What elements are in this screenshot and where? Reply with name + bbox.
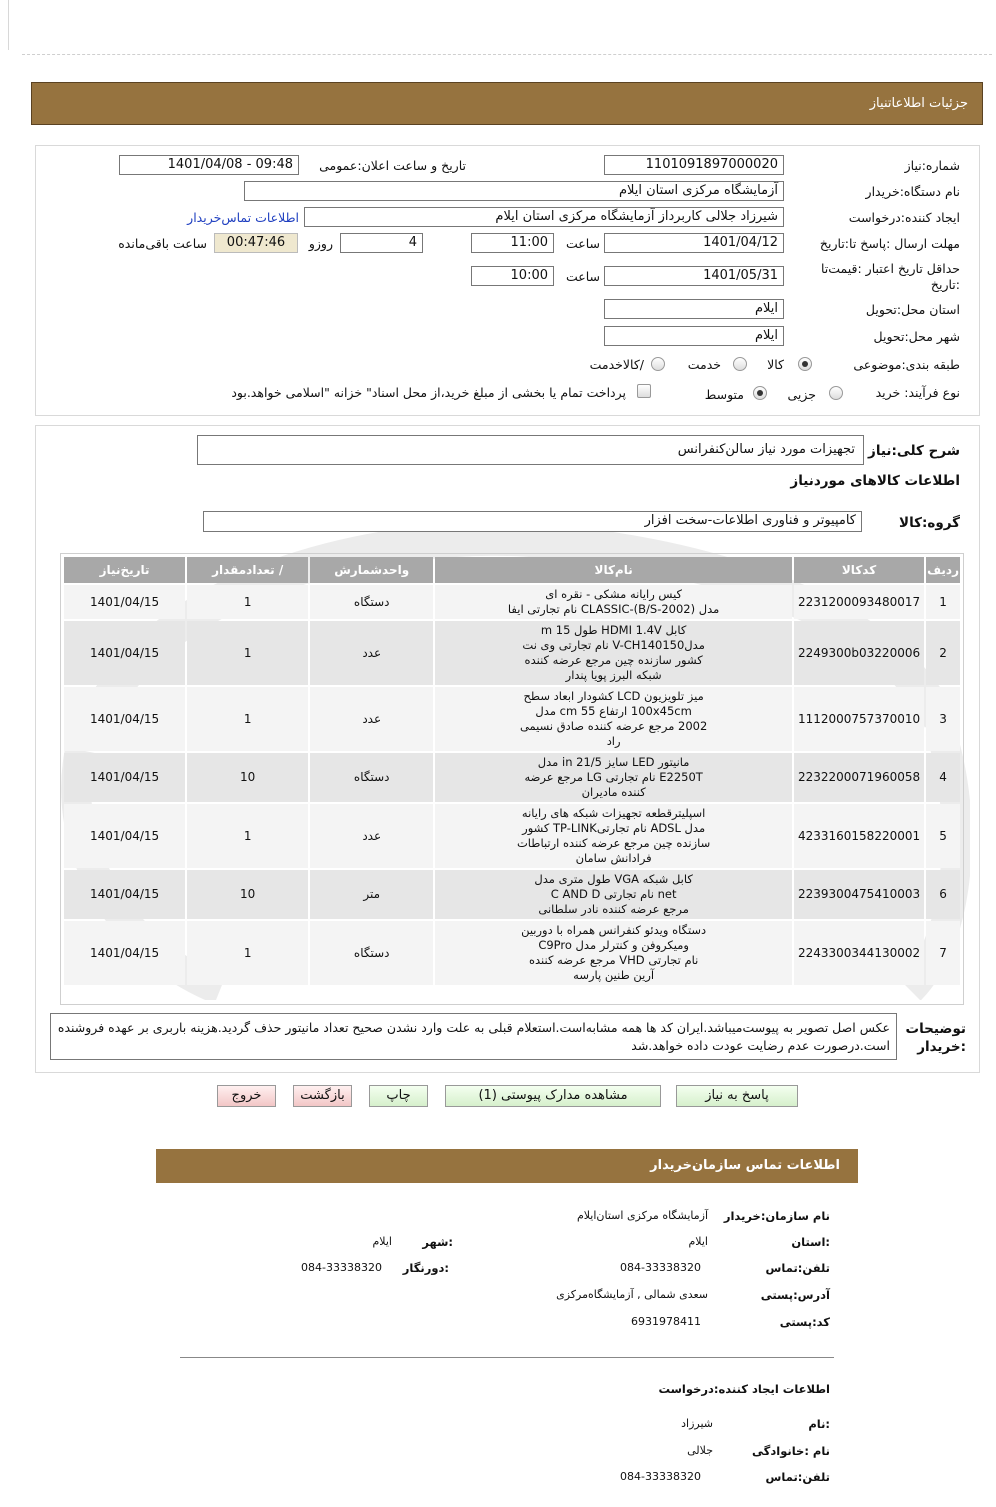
creator-first-label: :نام bbox=[808, 1417, 830, 1431]
radio-goods-service[interactable] bbox=[651, 357, 665, 371]
cell-qty: 10 bbox=[187, 870, 308, 919]
cell-code: 2239300475410003 bbox=[794, 870, 924, 919]
org-fax-value: 084-33338320 bbox=[301, 1261, 382, 1274]
deadline-label: مهلت ارسال :پاسخ تا:تاریخ bbox=[819, 236, 960, 251]
creator-phone-value: 084-33338320 bbox=[620, 1470, 701, 1483]
header-bar bbox=[31, 82, 983, 125]
cell-row: 4 bbox=[926, 753, 960, 802]
process-label: نوع فرآیند: خرید bbox=[875, 385, 960, 400]
radio-goods[interactable] bbox=[798, 357, 812, 371]
creator-field: شیرزاد جلالی کاربرداز آزمایشگاه مرکزی استان ایلام bbox=[304, 207, 784, 227]
cell-row: 3 bbox=[926, 687, 960, 751]
org-postal-value: 6931978411 bbox=[631, 1315, 701, 1328]
cell-date: 1401/04/15 bbox=[64, 585, 185, 619]
cell-unit: دستگاه bbox=[310, 753, 433, 802]
table-row bbox=[64, 753, 960, 802]
validity-hour-label: ساعت bbox=[565, 269, 600, 284]
org-name-value: آزمایشگاه مرکزی استان‌ایلام bbox=[576, 1209, 708, 1222]
org-province-value: ایلام bbox=[688, 1235, 708, 1248]
general-desc-field: تجهیزات مورد نیاز سالن‌کنفرانس bbox=[197, 435, 864, 465]
col-qty: / تعدادمقدار bbox=[187, 557, 308, 583]
col-row: ردیف bbox=[926, 557, 960, 583]
cell-name: اسپلیترقطعه تجهیزات شبکه های رایانه مدل ADSL نام تجارتیTP-LINK کشور سازنده چین مرجع عرضه کننده ارتباطات فرادانش سامان bbox=[435, 804, 792, 868]
cell-code: 2249300b03220006 bbox=[794, 621, 924, 685]
cell-qty: 1 bbox=[187, 921, 308, 985]
validity-time-field: 10:00 bbox=[471, 266, 554, 286]
city-label: شهر محل:تحویل bbox=[873, 329, 960, 344]
creator-first-value: شیرزاد bbox=[681, 1417, 713, 1430]
category-label: طبقه بندی:موضوعی bbox=[853, 357, 960, 372]
radio-service-label: خدمت bbox=[687, 357, 721, 372]
table-row bbox=[64, 585, 960, 619]
cell-unit: دستگاه bbox=[310, 921, 433, 985]
province-label: استان محل:تحویل bbox=[865, 302, 960, 317]
cell-code: 2243300344130002 bbox=[794, 921, 924, 985]
cell-unit: دستگاه bbox=[310, 585, 433, 619]
cell-row: 1 bbox=[926, 585, 960, 619]
cell-date: 1401/04/15 bbox=[64, 621, 185, 685]
creator-last-value: جلالی bbox=[687, 1444, 713, 1457]
cell-unit: متر bbox=[310, 870, 433, 919]
org-city-label: :شهر bbox=[422, 1235, 453, 1249]
org-phone-label: تلفن:تماس bbox=[765, 1261, 830, 1275]
cell-date: 1401/04/15 bbox=[64, 687, 185, 751]
radio-minor-label: جزیی bbox=[787, 387, 816, 402]
deadline-hour-label: ساعت bbox=[565, 236, 600, 251]
validity-label-1: حداقل تاریخ اعتبار :قیمت‌تا bbox=[820, 261, 960, 276]
cell-code: 2231200093480017 bbox=[794, 585, 924, 619]
table-row bbox=[64, 687, 960, 751]
cell-row: 5 bbox=[926, 804, 960, 868]
org-phone-value: 084-33338320 bbox=[620, 1261, 701, 1274]
cell-name: مانیتور LED سایز 21/5 in مدل E2250T نام تجارتی LG مرجع عرضه کننده مادیران bbox=[435, 753, 792, 802]
table-row bbox=[64, 870, 960, 919]
days-label: روزو bbox=[308, 236, 333, 251]
remaining-label: ساعت باقی‌مانده bbox=[118, 236, 207, 251]
cell-row: 7 bbox=[926, 921, 960, 985]
org-divider bbox=[180, 1357, 834, 1358]
cell-name: دستگاه ویدئو کنفرانس همراه با دوربین ومیکروفن و کنترلر مدل C9Pro نام تجارتی VHD مرجع عرضه کننده آرین طنین پارسه bbox=[435, 921, 792, 985]
notes-field: عکس اصل تصویر به پیوست‌میباشد.ایران کد ها همه مشابه‌است.استعلام قبلی به علت وارد نشدن صحیح تعداد مانیتور حذف گردید.هزینه باربری بر عهده فروشنده است.درصورت عدم رضایت عودت داده خواهد.شد bbox=[50, 1013, 897, 1060]
org-address-value: سعدی شمالی , آزمایشگاه‌مرکزی bbox=[556, 1288, 708, 1301]
creator-label: ایجاد کننده:درخواست bbox=[848, 210, 960, 225]
cell-qty: 1 bbox=[187, 687, 308, 751]
cell-date: 1401/04/15 bbox=[64, 804, 185, 868]
cell-name: میز تلویزیون LCD کشودار ابعاد سطح 100x45cm ارتفاع 55 cm مدل 2002 مرجع عرضه کننده صادق نسیمی راد bbox=[435, 687, 792, 751]
org-name-label: نام سازمان:خریدار bbox=[723, 1209, 830, 1223]
org-contact-bar bbox=[156, 1149, 858, 1183]
cell-date: 1401/04/15 bbox=[64, 921, 185, 985]
remaining-timer: 00:47:46 bbox=[214, 233, 298, 253]
radio-goods-service-label: /کالاخدمت bbox=[589, 357, 644, 372]
breadcrumb: جزئیات اطلاعاتنیاز bbox=[869, 96, 968, 111]
col-name: نام‌کالا bbox=[435, 557, 792, 583]
buyer-field: آزمایشگاه مرکزی استان ایلام bbox=[244, 181, 784, 201]
notes-label-1: توضیحات bbox=[905, 1021, 966, 1037]
announce-field: 1401/04/08 - 09:48 bbox=[119, 155, 299, 175]
cell-qty: 1 bbox=[187, 804, 308, 868]
radio-service[interactable] bbox=[733, 357, 747, 371]
table-row bbox=[64, 921, 960, 985]
announce-label: تاریخ و ساعت اعلان:عمومی bbox=[319, 158, 466, 173]
goods-group-label: گروه:کالا bbox=[899, 515, 960, 531]
city-field: ایلام bbox=[604, 326, 784, 346]
org-postal-label: کد:پستی bbox=[779, 1315, 830, 1329]
left-guide-line bbox=[8, 0, 9, 50]
buyer-label: نام دستگاه:خریدار bbox=[865, 184, 960, 199]
org-fax-label: :دورنگار bbox=[402, 1261, 449, 1275]
goods-info-title: اطلاعات کالاهای موردنیاز bbox=[790, 473, 960, 489]
table-row bbox=[64, 804, 960, 868]
notes-label-2: :خریدار bbox=[917, 1039, 966, 1055]
cell-unit: عدد bbox=[310, 621, 433, 685]
cell-qty: 1 bbox=[187, 585, 308, 619]
cell-name: کیس رایانه مشکی - نقره ای مدل CLASSIC-(B/S-2002) نام تجارتی ایفا bbox=[435, 585, 792, 619]
province-field: ایلام bbox=[604, 299, 784, 319]
cell-row: 6 bbox=[926, 870, 960, 919]
cell-unit: عدد bbox=[310, 687, 433, 751]
col-date: تاریخ‌نیاز bbox=[64, 557, 185, 583]
cell-date: 1401/04/15 bbox=[64, 753, 185, 802]
cell-code: 2232200071960058 bbox=[794, 753, 924, 802]
validity-date-field: 1401/05/31 bbox=[604, 266, 784, 286]
cell-code: 1112000757370010 bbox=[794, 687, 924, 751]
treasury-payment-text: پرداخت تمام یا بخشی از مبلغ خرید،از محل اسناد" خزانه "اسلامی خواهد.بود bbox=[231, 385, 626, 400]
buyer-contact-link[interactable]: اطلاعات تماس‌خریدار bbox=[187, 210, 299, 225]
radio-medium-label: متوسط bbox=[704, 387, 744, 402]
col-unit: واحدشمارش bbox=[310, 557, 433, 583]
cell-qty: 10 bbox=[187, 753, 308, 802]
back-button[interactable]: بازگشت bbox=[293, 1085, 352, 1107]
cell-name: کابل HDMI 1.4V طول 15 m مدلV-CH140150 نام تجارتی وی نت کشور سازنده چین مرجع عرضه کننده شبکه البرز پویا پندار bbox=[435, 621, 792, 685]
creator-last-label: نام :خانوادگی bbox=[752, 1444, 830, 1458]
days-field: 4 bbox=[340, 233, 423, 253]
need-number-field: 1101091897000020 bbox=[604, 155, 784, 175]
cell-code: 4233160158220001 bbox=[794, 804, 924, 868]
creator-phone-label: تلفن:تماس bbox=[765, 1470, 830, 1484]
org-address-label: آدرس:پستی bbox=[760, 1288, 830, 1302]
items-table bbox=[62, 555, 962, 987]
need-number-label: شماره:نیاز bbox=[904, 158, 960, 173]
deadline-date-field: 1401/04/12 bbox=[604, 233, 784, 253]
org-province-label: :استان bbox=[791, 1235, 830, 1249]
radio-goods-label: کالا bbox=[767, 357, 784, 372]
radio-medium[interactable] bbox=[753, 386, 767, 400]
reply-button[interactable]: پاسخ به نیاز bbox=[676, 1085, 798, 1107]
print-button[interactable]: چاپ bbox=[369, 1085, 428, 1107]
exit-button[interactable]: خروج bbox=[217, 1085, 276, 1107]
validity-label-2: :تاریخ bbox=[930, 277, 960, 292]
cell-unit: عدد bbox=[310, 804, 433, 868]
treasury-payment-checkbox[interactable] bbox=[637, 384, 651, 398]
org-city-value: ایلام bbox=[372, 1235, 392, 1248]
table-row bbox=[64, 621, 960, 685]
cell-qty: 1 bbox=[187, 621, 308, 685]
radio-minor[interactable] bbox=[829, 386, 843, 400]
col-code: کدکالا bbox=[794, 557, 924, 583]
org-contact-title: اطلاعات تماس سازمان‌خریدار bbox=[650, 1158, 840, 1173]
cell-name: کابل شبکه VGA طول متری مدل net نام تجارتی C AND D مرجع عرضه کننده نادر سلطانی bbox=[435, 870, 792, 919]
cell-date: 1401/04/15 bbox=[64, 870, 185, 919]
top-divider bbox=[22, 54, 992, 55]
creator-info-title: اطلاعات ایجاد کننده:درخواست bbox=[658, 1382, 830, 1396]
deadline-time-field: 11:00 bbox=[471, 233, 554, 253]
general-desc-label: شرح کلی:نیاز bbox=[868, 443, 960, 459]
cell-row: 2 bbox=[926, 621, 960, 685]
attachments-button[interactable]: مشاهده مدارک پیوستی (1) bbox=[445, 1085, 661, 1107]
goods-group-field: کامپیوتر و فناوری اطلاعات-سخت افزار bbox=[203, 511, 862, 532]
